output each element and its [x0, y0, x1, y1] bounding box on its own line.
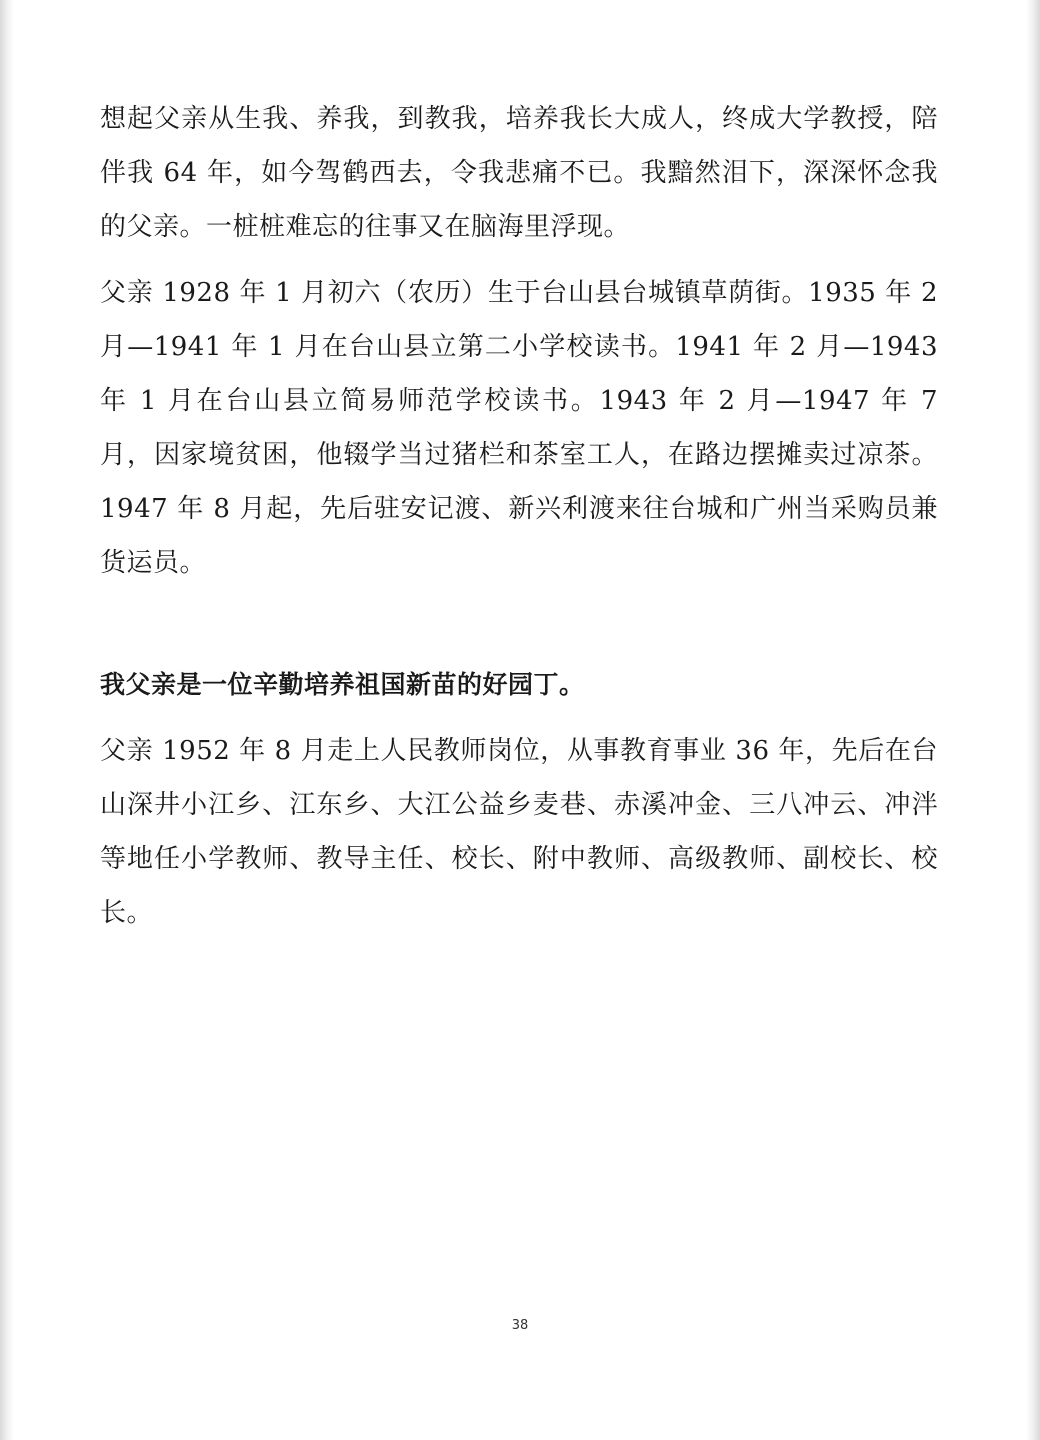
page-number: 38	[511, 1318, 529, 1333]
right-page-edge	[1026, 0, 1040, 1440]
document-page	[14, 0, 1026, 1440]
section-heading: 我父亲是一位辛勤培养祖国新苗的好园丁。	[100, 670, 585, 699]
page-content	[100, 92, 938, 928]
paragraph-1: 想起父亲从生我、养我，到教我，培养我长大成人，终成大学教授，陪伴我 64 年，如今驾鹤西去，令我悲痛不已。我黯然泪下，深深怀念我的父亲。一桩桩难忘的往事又在脑海里浮现。	[100, 104, 938, 242]
paragraph-2: 父亲 1928 年 1 月初六（农历）生于台山县台城镇草荫街。1935 年 2 月—1941 年 1 月在台山县立第二小学校读书。1941 年 2 月—1943 年 1 月在台山县立简易师范学校读书。1943 年 2 月—1947 年 7 月，因家境贫困，他辍学当过猪栏和茶室工人，在路边摆摊卖过凉茶。1947 年 8 月起，先后驻安记渡、新兴利渡来往台城和广州当采购员兼货运员。	[100, 278, 938, 578]
paragraph-3: 父亲 1952 年 8 月走上人民教师岗位，从事教育事业 36 年，先后在台山深井小江乡、江东乡、大江公益乡麦巷、赤溪冲金、三八冲云、冲泮等地任小学教师、教导主任、校长、附中教师、高级教师、副校长、校长。	[100, 736, 938, 928]
left-page-edge	[0, 0, 14, 1440]
